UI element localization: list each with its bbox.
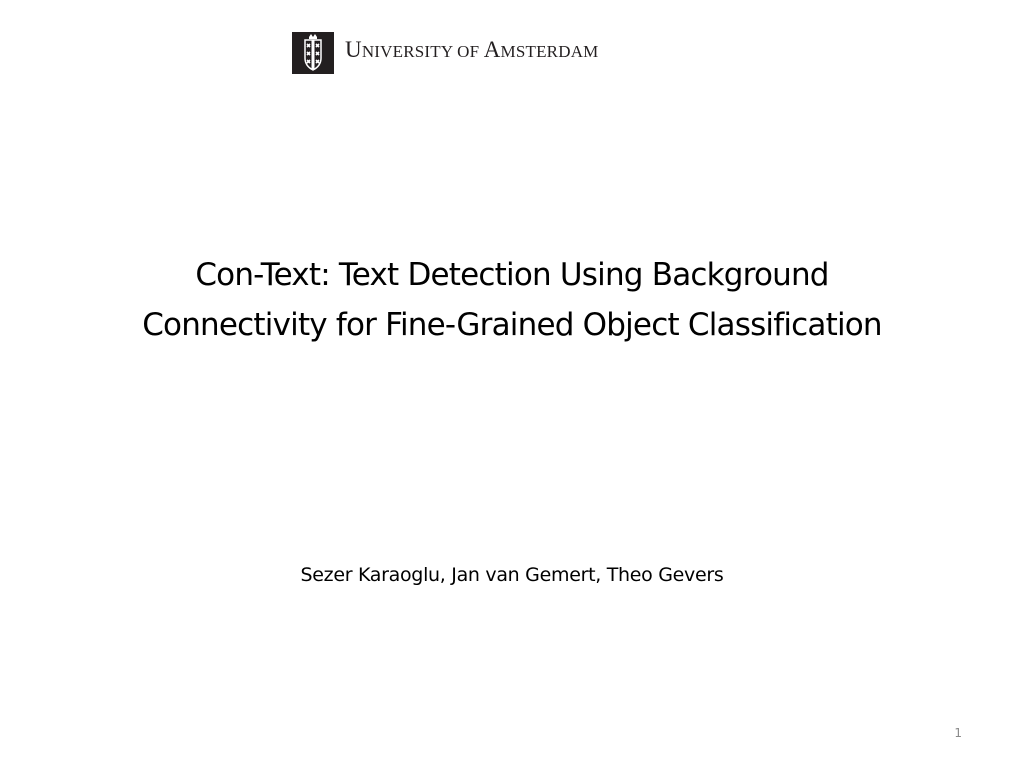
university-crest-icon (292, 32, 334, 74)
university-name: UNIVERSITY OF AMSTERDAM (345, 36, 599, 62)
page-number: 1 (954, 726, 962, 740)
title-line-2: Connectivity for Fine-Grained Object Classification (142, 307, 882, 343)
title-line-1: Con-Text: Text Detection Using Background (195, 257, 829, 293)
slide-title (60, 250, 964, 350)
authors: Sezer Karaoglu, Jan van Gemert, Theo Gevers (300, 564, 724, 586)
university-logo (292, 31, 599, 75)
